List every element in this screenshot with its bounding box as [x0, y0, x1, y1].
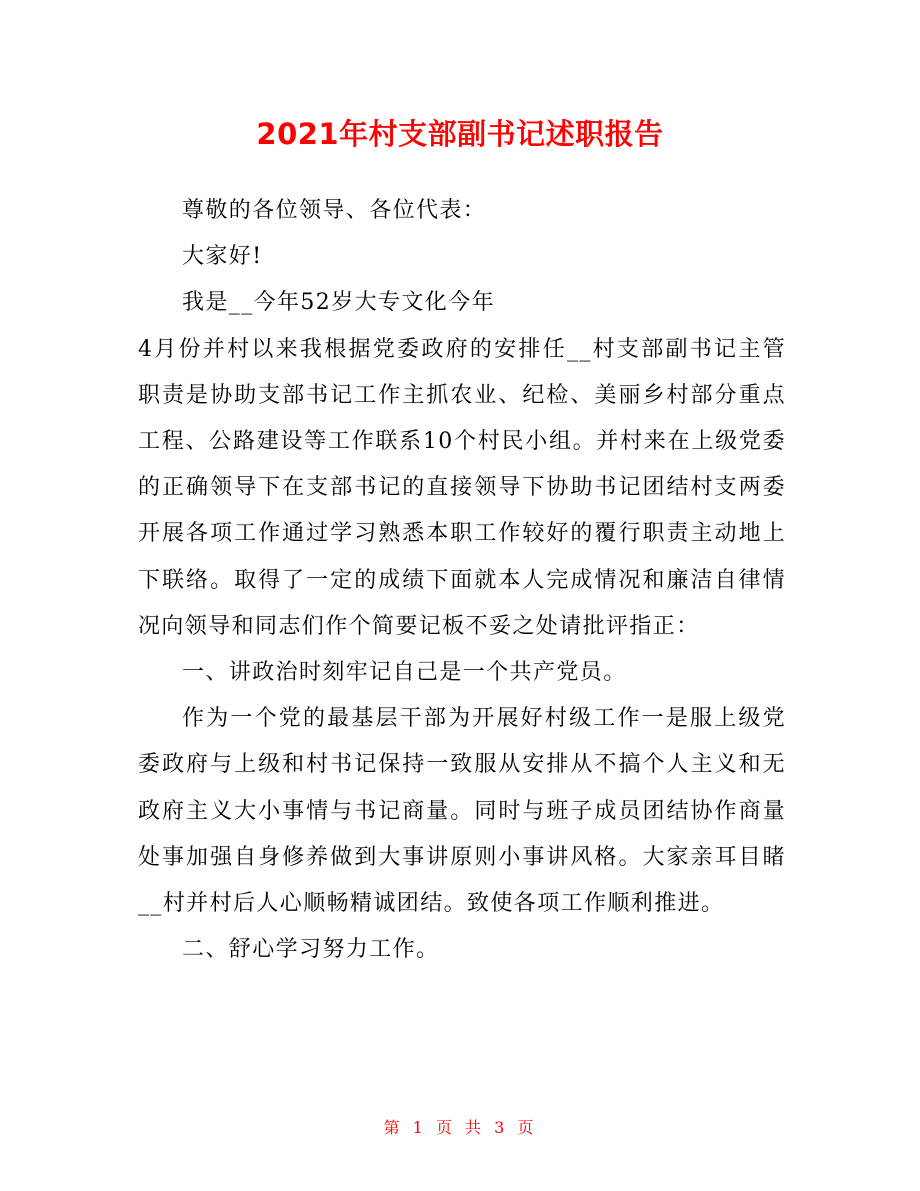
- section-heading-2: 二、舒心学习努力工作。: [182, 937, 440, 963]
- page-number-footer: 第 1 页 共 3 页: [383, 1118, 537, 1137]
- document-body: [138, 188, 786, 973]
- paragraph-greeting: 大家好!: [182, 244, 263, 270]
- section-heading-1: 一、讲政治时刻牢记自己是一个共产党员。: [182, 660, 627, 686]
- document-title: 2021年村支部副书记述职报告: [256, 117, 664, 151]
- paragraph-duties: 4月份并村以来我根据党委政府的安排任__村支部副书记主管职责是协助支部书记工作主抓农业、纪检、美丽乡村部分重点工程、公路建设等工作联系10个村民小组。并村来在上级党委的正确领导下在支部书记的直接领导下协助书记团结村支两委开展各项工作通过学习熟悉本职工作较好的覆行职责主动地上下联络。取得了一定的成绩下面就本人完成情况和廉洁自律情况向领导和同志们作个简要记板不妥之处请批评指正：: [138, 336, 786, 639]
- paragraph-salutation: 尊敬的各位领导、各位代表：: [182, 198, 487, 223]
- paragraph-section-1: 作为一个党的最基层干部为开展好村级工作一是服上级党委政府与上级和村书记保持一致服从安排从不搞个人主义和无政府主义大小事情与书记商量。同时与班子成员团结协作商量处事加强自身修养做到大事讲原则小事讲风格。大家亲耳目睹__村并村后人心顺畅精诚团结。致使各项工作顺利推进。: [138, 706, 786, 917]
- paragraph-intro: 我是__今年52岁大专文化今年: [182, 290, 495, 316]
